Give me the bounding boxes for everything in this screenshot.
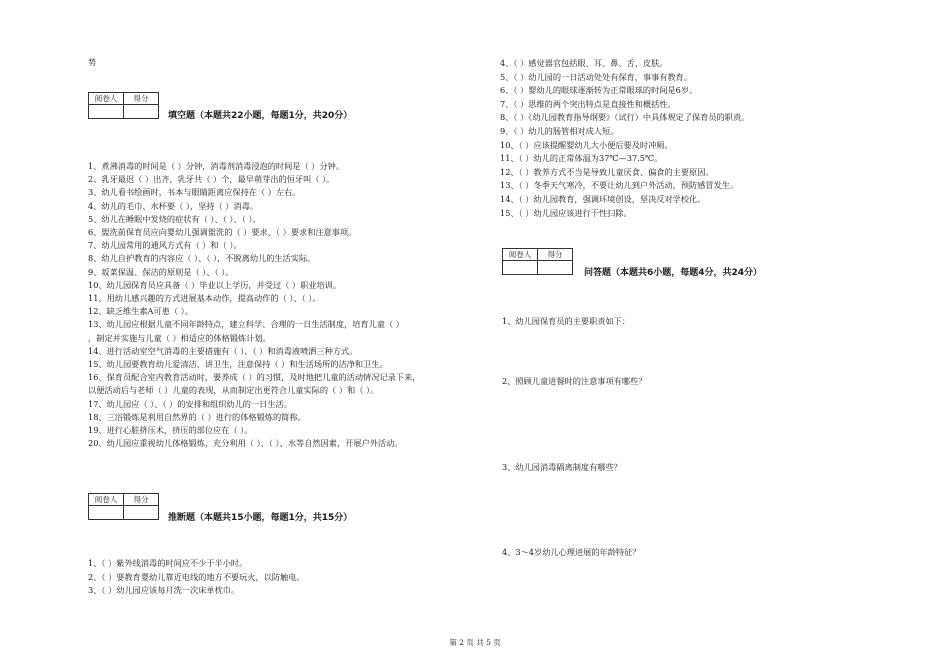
fill-in-question-line: 14、进行活动室空气消毒的主要措施有（ ）、（ ）和消毒液喷洒三种方式。 <box>88 345 358 356</box>
fill-in-question-line: ，制定并实施与儿童（ ）相适应的体格锻炼计划。 <box>88 332 271 343</box>
fill-in-question-line: 4、幼儿的毛巾、水杯要（ ），坚持（ ）消毒。 <box>88 200 259 211</box>
reviewer-cell <box>89 506 124 520</box>
judge-question-line: 9、（ ）幼儿的肠管相对成人短。 <box>500 126 619 136</box>
judge-question-line: 11、（ ）幼儿的正常体温为37℃—37.5℃。 <box>500 153 663 164</box>
fill-in-question-line: 17、幼儿园应（ ）、（ ）的安排和组织幼儿的一日生活。 <box>88 398 292 409</box>
judge-question-line: 8、（ ）《幼儿园教育指导纲要》（试行）中具体规定了保育员的职责。 <box>500 112 750 123</box>
fill-in-question-line: 19、进行心脏挤压术，挤压的部位应在（ ）。 <box>88 425 253 435</box>
judge-question-line: 6、（ ）婴幼儿的眼球逐渐转为正常眼球的时间是6岁。 <box>500 85 698 96</box>
judge-question-line: 10、（ ）应该提醒婴幼儿大小便后要及时冲厕。 <box>500 139 673 150</box>
reviewer-cell <box>503 261 538 275</box>
judge-question-line: 1、（ ）紫外线消毒的时间应不少于半小时。 <box>88 558 248 568</box>
fill-in-question-line: 15、幼儿园要教育幼儿爱清洁、讲卫生，注意保持（ ）和生活场所的洁净和卫生。 <box>88 359 388 369</box>
reviewer-label: 阅卷人 <box>89 494 124 506</box>
score-box-qa <box>502 248 573 275</box>
score-label: 得分 <box>124 494 159 506</box>
score-label: 得分 <box>124 93 159 105</box>
fill-in-question-line: 8、幼儿自护教育的内容应（ ）、（ ），不脱离幼儿的生活实际。 <box>88 253 316 264</box>
fill-in-title: 填空题（本题共22小题，每题1分，共20分） <box>168 111 353 121</box>
judge-title: 推断题（本题共15小题，每题1分，共15分） <box>168 513 353 523</box>
qa-question: 1、幼儿园保育员的主要职责如下： <box>502 316 631 326</box>
fill-in-question-line: 3、幼儿看书绘画时，书本与眼睛距离应保持在（ ）左右。 <box>88 187 301 198</box>
judge-question-line: 3、（ ）幼儿园应该每月洗一次床单枕巾。 <box>88 585 240 596</box>
fill-in-question-line: 20、幼儿园应重视幼儿体格锻炼，充分利用（ ）、（ ）、水等自然因素，开展户外活动。 <box>88 438 403 449</box>
fill-in-question-line: 18、三浴锻炼是利用自然界的（ ）进行的体格锻炼的简称。 <box>88 411 306 422</box>
fill-in-question-line: 6、盥洗前保育员应向婴幼儿强调盥洗的（ ）要求、（ ）要求和注意事项。 <box>88 227 357 237</box>
qa-question: 3、幼儿园消毒隔离制度有哪些？ <box>502 462 622 472</box>
qa-question: 4、3～4岁幼儿心理进展的年龄特征？ <box>502 547 641 557</box>
score-label: 得分 <box>538 249 573 261</box>
judge-question-line: 4、（ ）感觉器官包括眼、耳、鼻、舌、皮肤。 <box>500 58 668 68</box>
qa-question: 2、照顾儿童进餐时的注意事项有哪些？ <box>502 376 647 386</box>
fill-in-question-line: 以便活动后与老师（ ）儿童的表现，从而制定出更符合儿童实际的（ ）和（ ）。 <box>88 385 379 396</box>
judge-question-line: 5、（ ）幼儿园的一日活动处处有保育，事事有教育。 <box>500 71 693 82</box>
fill-in-question-line: 2、乳牙最迟（ ）出齐，乳牙共（ ）个，最早萌芽出的恒牙叫（ ）。 <box>88 174 335 185</box>
judge-question-line: 2、（ ）要教育婴幼儿靠近电线的地方不要玩火，以防触电。 <box>88 571 305 582</box>
judge-question-line: 14、（ ）幼儿园教育，强调环境创设，坚决反对学校化。 <box>500 194 706 204</box>
fill-in-question-line: 13、幼儿园应根据儿童不同年龄特点，建立科学、合理的一日生活制度，培育儿童（ ） <box>88 319 404 330</box>
judge-question-line: 7、（ ）思维的两个突出特点是直接性和概括性。 <box>500 98 676 109</box>
fill-in-question-line: 11、用幼儿感兴趣的方式进展基本动作，提高动作的（ ）、（ ）。 <box>88 293 321 303</box>
judge-question-line: 13、（ ）冬季天气寒冷，不要让幼儿到户外活动，预防感冒发生。 <box>500 180 739 191</box>
fill-in-question-line: 9、坂菜保温、保洁的原则是（ ）、（ ）。 <box>88 266 234 277</box>
page-footer: 第 2 页 共 5 页 <box>449 638 501 647</box>
reviewer-cell <box>89 105 124 119</box>
score-cell <box>124 506 159 520</box>
reviewer-label: 阅卷人 <box>503 249 538 261</box>
fill-in-question-line: 5、幼儿在睡眠中发烧的症状有（ ）、（ ）、（ ）。 <box>88 213 261 224</box>
judge-question-line: 15、（ ）幼儿园应该进行干性扫除。 <box>500 207 632 218</box>
score-box-judge <box>88 493 159 520</box>
reviewer-label: 阅卷人 <box>89 93 124 105</box>
fill-in-question-line: 16、保育员配合室内教育活动时，要养成（ ）的习惯，及时地把儿童的活动情况记录下来， <box>88 372 421 383</box>
score-cell <box>538 261 573 275</box>
qa-title: 问答题（本题共6小题，每题4分，共24分） <box>584 268 763 278</box>
fill-in-question-line: 12、缺乏维生素A可患（ ）。 <box>88 306 193 317</box>
score-cell <box>124 105 159 119</box>
fill-in-question-line: 10、幼儿园保育员应具备（ ）毕业以上学历，并受过（ ）职业培训。 <box>88 279 342 290</box>
fill-in-question-line: 1、煮沸消毒的时间是（ ）分钟，消毒剂消毒浸泡的时间是（ ）分钟。 <box>88 161 345 171</box>
fill-in-question-line: 7、幼儿园常用的通风方式有（ ）和（ ）。 <box>88 240 242 251</box>
judge-question-line: 12、（ ）教养方式不当是导致儿童厌食、偏食的主要原因。 <box>500 166 714 177</box>
score-box-fill-in <box>88 92 159 119</box>
top-fragment: 势 <box>88 57 97 67</box>
